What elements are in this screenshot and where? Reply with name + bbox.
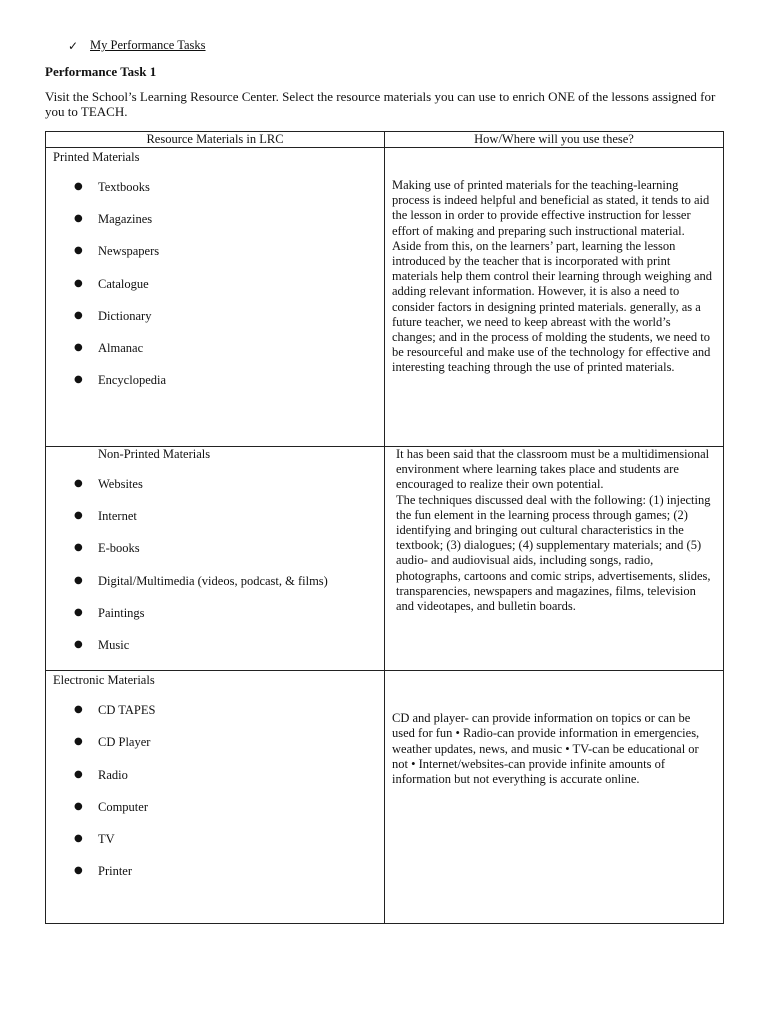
bullet-icon: ● bbox=[74, 606, 83, 618]
table-row-electronic bbox=[46, 671, 724, 924]
usage-text: CD and player- can provide information on topics or can be used for fun • Radio-can provide information in emergencies, weather updates, news, and music • TV-can be educational or not • Internet/websites-can provide infinite amounts of information but not everything is accurate online. bbox=[392, 711, 700, 786]
printed-materials-list bbox=[46, 180, 384, 405]
bullet-icon: ● bbox=[74, 574, 83, 586]
bullet-icon: ● bbox=[74, 768, 83, 780]
list-item: ● Printer bbox=[74, 864, 133, 879]
column-header-usage: How/Where will you use these? bbox=[385, 132, 724, 148]
bullet-icon: ● bbox=[74, 865, 83, 877]
bullet-icon: ● bbox=[74, 704, 83, 716]
list-item: ● Almanac bbox=[74, 340, 144, 355]
electronic-usage-cell bbox=[385, 671, 724, 924]
bullet-icon: ● bbox=[74, 832, 83, 844]
column-header-resources: Resource Materials in LRC bbox=[46, 132, 385, 148]
usage-text: The techniques discussed deal with the following: (1) injecting the fun element in the learning process through games; (2) identifying and bringing out cultural characteristics in the textbook; (3) dialogues; (4) supplementary materials; and (5) audio- and audiovisual aids, including songs, radio, photographs, cartoons and comic strips, advertisements, slides, transparencies, newspapers and magazines, films, television and videotapes, and bulletin boards. bbox=[396, 492, 711, 614]
bullet-icon: ● bbox=[74, 277, 83, 289]
resource-materials-table bbox=[45, 131, 724, 924]
list-item: ● Music bbox=[74, 637, 130, 652]
list-item: ● Magazines bbox=[74, 212, 153, 227]
non-printed-usage-cell bbox=[385, 447, 724, 671]
category-title: Electronic Materials bbox=[53, 673, 155, 688]
list-item: ● Dictionary bbox=[74, 308, 152, 323]
bullet-icon: ● bbox=[74, 542, 83, 554]
list-item: ● Encyclopedia bbox=[74, 373, 167, 388]
list-item: ● Newspapers bbox=[74, 244, 160, 259]
bullet-icon: ● bbox=[74, 478, 83, 489]
list-item: ● Paintings bbox=[74, 605, 145, 620]
list-item: ● Radio bbox=[74, 767, 128, 782]
list-item: ● E-books bbox=[74, 541, 140, 556]
bullet-icon: ● bbox=[74, 638, 83, 650]
bullet-icon: ● bbox=[74, 510, 83, 522]
list-item: ● Digital/Multimedia (videos, podcast, & films) bbox=[74, 573, 328, 588]
list-item: ● Internet bbox=[74, 509, 137, 524]
electronic-materials-list bbox=[46, 703, 384, 896]
electronic-materials-cell bbox=[46, 671, 385, 924]
bullet-icon: ● bbox=[74, 309, 83, 321]
non-printed-materials-cell bbox=[46, 447, 385, 671]
table-row-non-printed bbox=[46, 447, 724, 671]
usage-text: Making use of printed materials for the teaching-learning process is indeed helpful and beneficial as stated, it tends to aid the lesson in order to provide effective instruction for lesser effort of making and preparing such instructional material. Aside from this, on the learners’ part, learning the lesson introduced by the teacher that is incorporated with print materials help them control their learning through weighing and adding relevant information. However, it is also a need to consider factors in designing printed materials. generally, as a future teacher, we need to keep abreast with the world’s changes; and in the process of molding the students, we need to be resourceful and make use of the technology for effective and interesting teaching through the use of printed materials. bbox=[392, 178, 713, 375]
bullet-icon: ● bbox=[74, 341, 83, 353]
bullet-icon: ● bbox=[74, 213, 83, 225]
printed-materials-cell bbox=[46, 148, 385, 447]
task-title: Performance Task 1 bbox=[45, 64, 157, 79]
list-item: ● Catalogue bbox=[74, 276, 149, 291]
task-instructions: Visit the School’s Learning Resource Center. Select the resource materials you can use to enrich ONE of the lessons assigned for you to TEACH. bbox=[45, 89, 716, 119]
list-item: ● Websites bbox=[74, 477, 143, 491]
list-item: ● Textbooks bbox=[74, 180, 150, 194]
checkmark-icon: ✓ bbox=[68, 38, 79, 53]
bullet-icon: ● bbox=[74, 245, 83, 257]
bullet-icon: ● bbox=[74, 374, 83, 386]
bullet-icon: ● bbox=[74, 736, 83, 748]
bullet-icon: ● bbox=[74, 181, 83, 192]
category-title: Printed Materials bbox=[53, 150, 140, 164]
list-item: ● CD Player bbox=[74, 735, 151, 750]
list-item: ● CD TAPES bbox=[74, 703, 156, 718]
list-item: ● TV bbox=[74, 831, 115, 846]
category-title: Non-Printed Materials bbox=[98, 447, 211, 461]
list-item: ● Computer bbox=[74, 799, 148, 814]
printed-usage-cell bbox=[385, 148, 724, 447]
non-printed-materials-list bbox=[46, 477, 384, 670]
bullet-icon: ● bbox=[74, 800, 83, 812]
table-header-row bbox=[46, 132, 724, 148]
performance-tasks-label: My Performance Tasks bbox=[90, 38, 206, 52]
table-row-printed bbox=[46, 148, 724, 447]
usage-text: It has been said that the classroom must be a multidimensional environment where learning takes place and students are encouraged to realize their own potential. bbox=[396, 447, 710, 492]
performance-tasks-heading bbox=[68, 38, 206, 53]
